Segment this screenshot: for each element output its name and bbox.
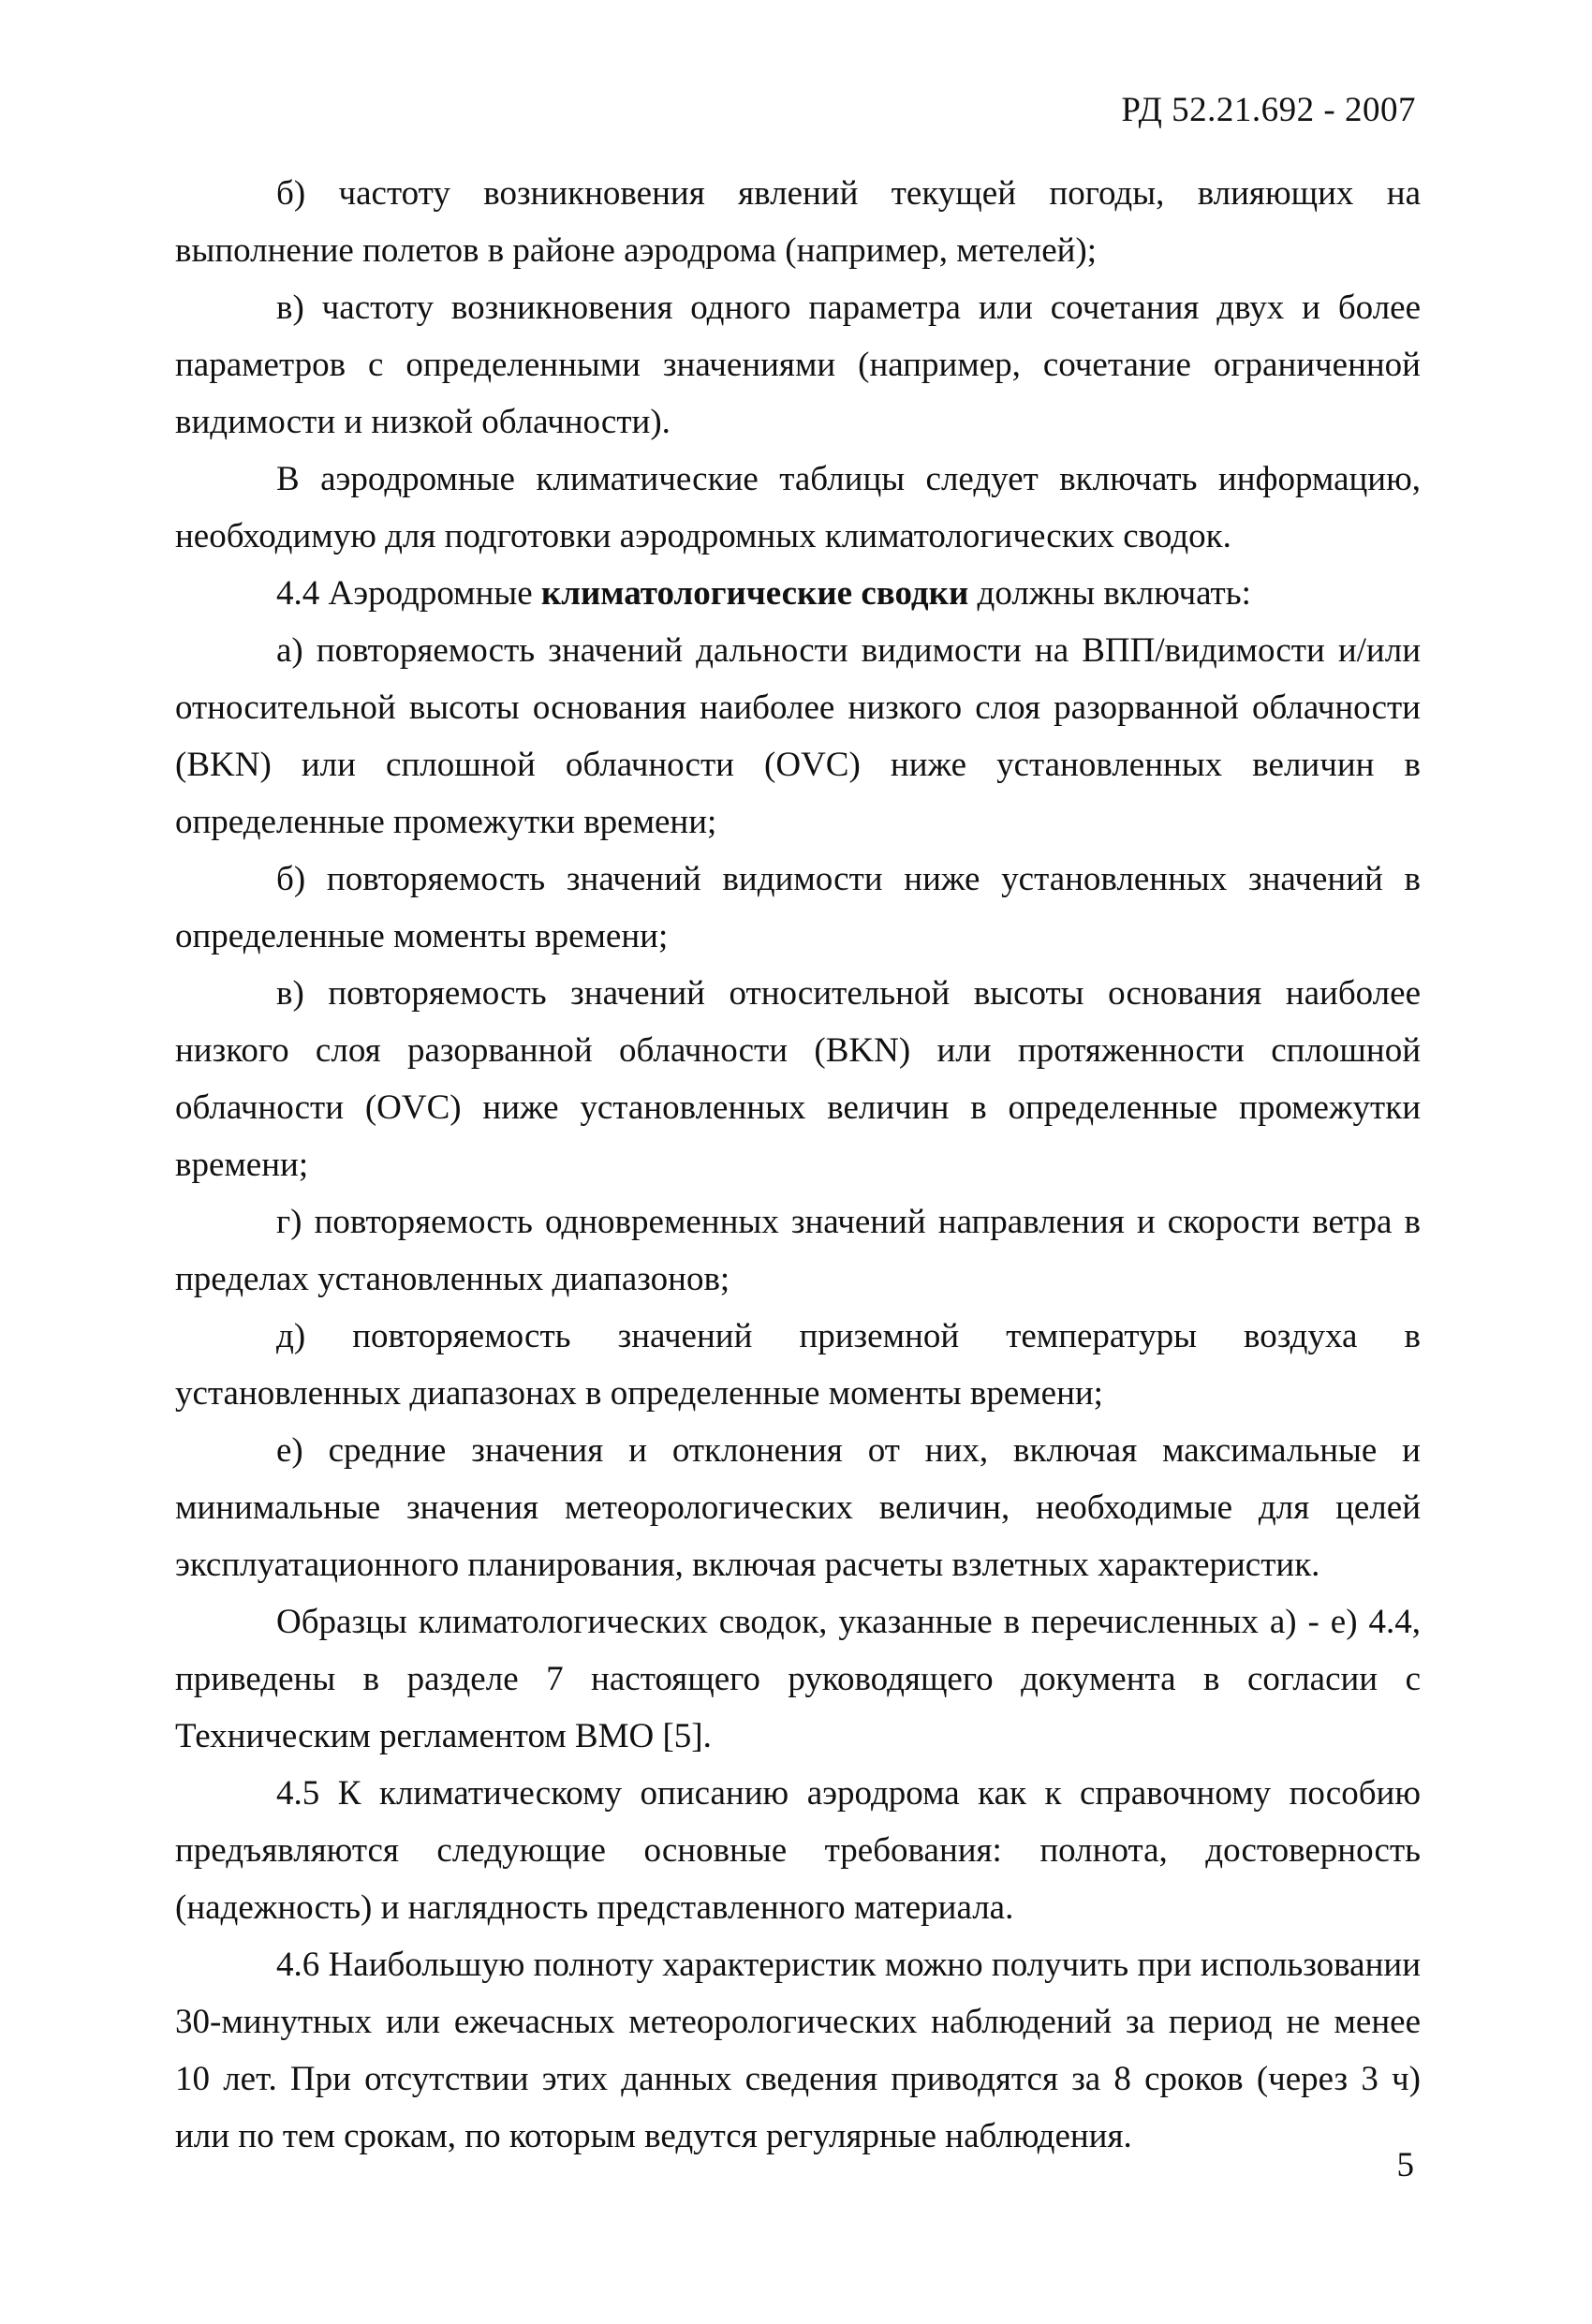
paragraph-samples-reference: Образцы климатологических сводок, указанные в перечисленных а) - е) 4.4, приведены в разделе 7 настоящего руководящего документа в согласии с Техническим регламентом ВМО [5].	[175, 1603, 1421, 1755]
paragraph-g-wind: г) повторяемость одновременных значений направления и скорости ветра в пределах установленных диапазонов;	[175, 1203, 1421, 1298]
paragraph-v-parameter-combination: в) частоту возникновения одного параметра или сочетания двух и более параметров с определенными значениями (например, сочетание ограниченной видимости и низкой облачности).	[175, 289, 1421, 441]
paragraph-a-visibility-runway: а) повторяемость значений дальности видимости на ВПП/видимости и/или относительной высоты основания наиболее низкого слоя разорванной облачности (BKN) или сплошной облачности (OVC) ниже установленных величин в определенные промежутки времени;	[175, 631, 1421, 841]
page-number: 5	[1396, 2146, 1414, 2184]
paragraph-4-4-bold-term: климатологические сводки	[540, 574, 969, 613]
paragraph-4-4-tail: должны включать:	[968, 574, 1251, 613]
document-code-header: РД 52.21.692 - 2007	[1121, 91, 1416, 129]
document-body	[175, 165, 1421, 2165]
paragraph-v-cloud-base: в) повторяемость значений относительной высоты основания наиболее низкого слоя разорванной облачности (BKN) или протяженности сплошной облачности (OVC) ниже установленных величин в определенные промежутки времени;	[175, 974, 1421, 1184]
paragraph-climatic-tables: В аэродромные климатические таблицы следует включать информацию, необходимую для подготовки аэродромных климатологических сводок.	[175, 460, 1421, 555]
paragraph-d-temperature: д) повторяемость значений приземной температуры воздуха в установленных диапазонах в определенные моменты времени;	[175, 1317, 1421, 1413]
paragraph-4-6-completeness: 4.6 Наибольшую полноту характеристик можно получить при использовании 30-минутных или ежечасных метеорологических наблюдений за период не менее 10 лет. При отсутствии этих данных сведения приводятся за 8 сроков (через 3 ч) или по тем срокам, по которым ведутся регулярные наблюдения.	[175, 1946, 1421, 2155]
paragraph-4-5-requirements: 4.5 К климатическому описанию аэродрома как к справочному пособию предъявляются следующие основные требования: полнота, достоверность (надежность) и наглядность представленного материала.	[175, 1774, 1421, 1927]
paragraph-4-4-lead: 4.4 Аэродромные	[276, 574, 541, 613]
paragraph-4-4-summaries	[175, 565, 1421, 622]
paragraph-e-mean-values: е) средние значения и отклонения от них, включая максимальные и минимальные значения метеорологических величин, необходимые для целей эксплуатационного планирования, включая расчеты взлетных характеристик.	[175, 1431, 1421, 1584]
paragraph-b-visibility-moments: б) повторяемость значений видимости ниже установленных значений в определенные моменты времени;	[175, 860, 1421, 955]
paragraph-b-weather-phenomena: б) частоту возникновения явлений текущей погоды, влияющих на выполнение полетов в районе аэродрома (например, метелей);	[175, 174, 1421, 270]
